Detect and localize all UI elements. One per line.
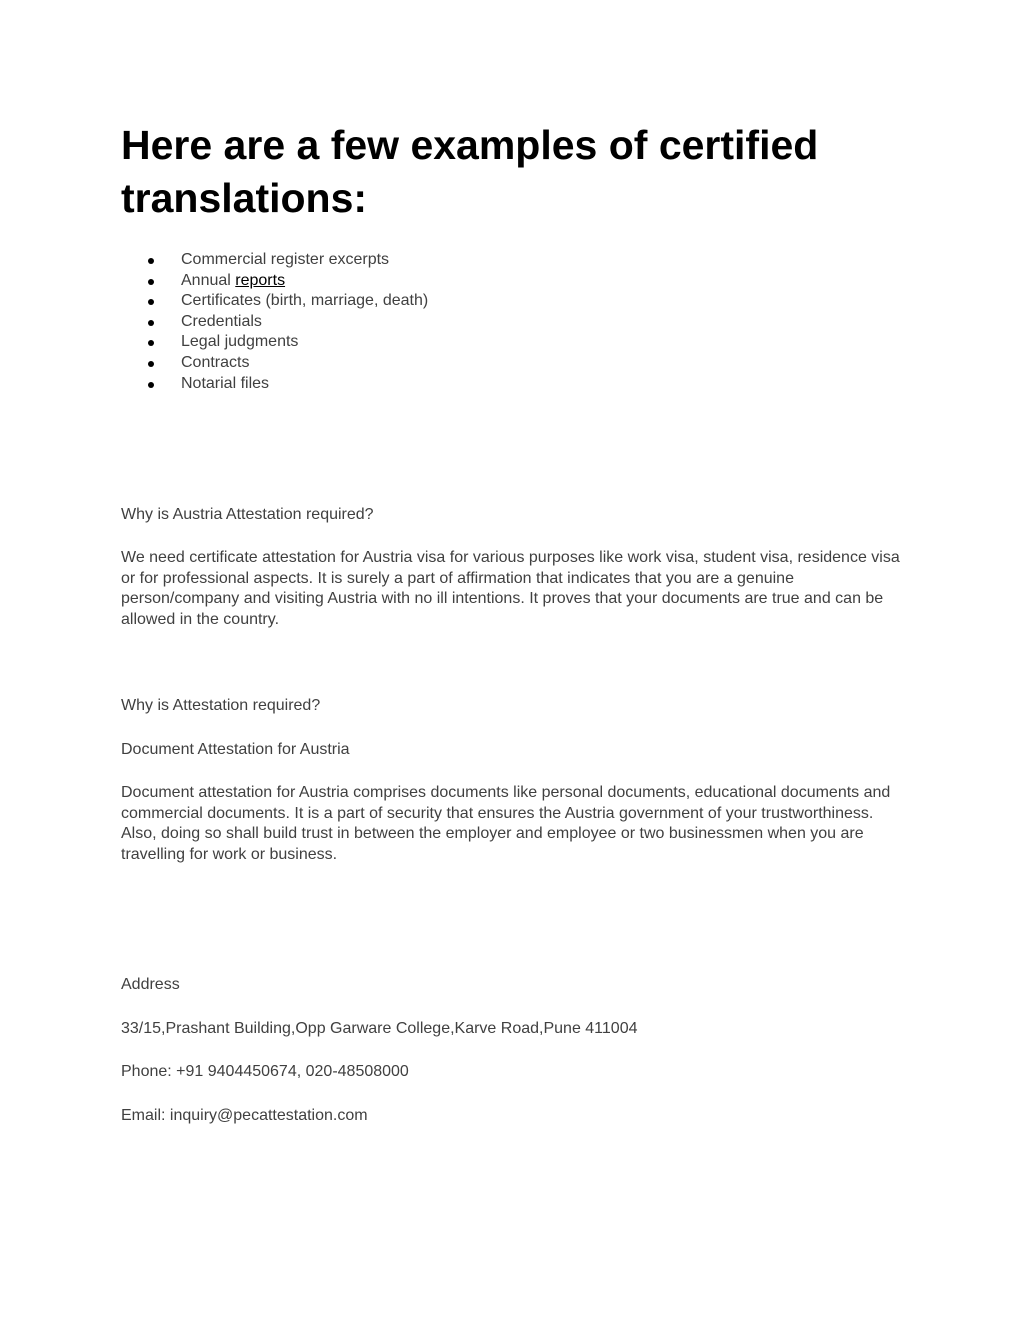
bullet-icon — [148, 320, 154, 326]
address-text: 33/15,Prashant Building,Opp Garware College,Karve Road,Pune 411004 — [121, 1020, 638, 1037]
list-item-text: Commercial register excerpts — [181, 251, 390, 268]
phone-text: Phone: +91 9404450674, 020-48508000 — [121, 1063, 409, 1080]
list-item-text: Credentials — [181, 312, 262, 330]
bullet-icon — [148, 340, 154, 346]
document-attestation-body: Document attestation for Austria comprises documents like personal documents, educational documents and commercial documents. It is a part of security that ensures the Austria government of your trustworthiness. Also, doing so shall build trust in between the employer and employee or two businessmen when you are travelling for work or business. — [121, 784, 891, 863]
list-item-text: Contracts — [181, 353, 250, 371]
document-attestation-subheading: Document Attestation for Austria — [121, 741, 350, 758]
bullet-icon — [148, 382, 154, 388]
address-label: Address — [121, 976, 180, 993]
austria-attestation-question: Why is Austria Attestation required? — [121, 506, 374, 523]
list-item-text: Certificates (birth, marriage, death) — [181, 292, 429, 310]
bullet-icon — [148, 361, 154, 367]
list-item — [121, 374, 428, 395]
list-item-text: Annual — [181, 271, 236, 289]
reports-link[interactable]: reports — [235, 271, 286, 289]
list-item-text: Notarial files — [181, 374, 270, 392]
attestation-question: Why is Attestation required? — [121, 697, 321, 714]
list-item — [121, 291, 428, 312]
bullet-icon — [148, 258, 154, 264]
translations-list — [121, 250, 428, 394]
austria-attestation-body: We need certificate attestation for Austria visa for various purposes like work visa, student visa, residence visa or for professional aspects. It is surely a part of affirmation that indicates that you are a genuine person/company and visiting Austria with no ill intentions. It proves that your documents are true and can be allowed in the country. — [121, 549, 900, 628]
list-item — [121, 312, 428, 333]
bullet-icon — [148, 279, 154, 285]
bullet-icon — [148, 299, 154, 305]
list-item — [121, 353, 428, 374]
list-item — [121, 250, 428, 271]
email-text: Email: inquiry@pecattestation.com — [121, 1107, 368, 1124]
page-title: Here are a few examples of certified translations: — [121, 122, 819, 221]
list-item — [121, 271, 428, 292]
list-item-text: Legal judgments — [181, 333, 299, 351]
list-item — [121, 332, 428, 353]
